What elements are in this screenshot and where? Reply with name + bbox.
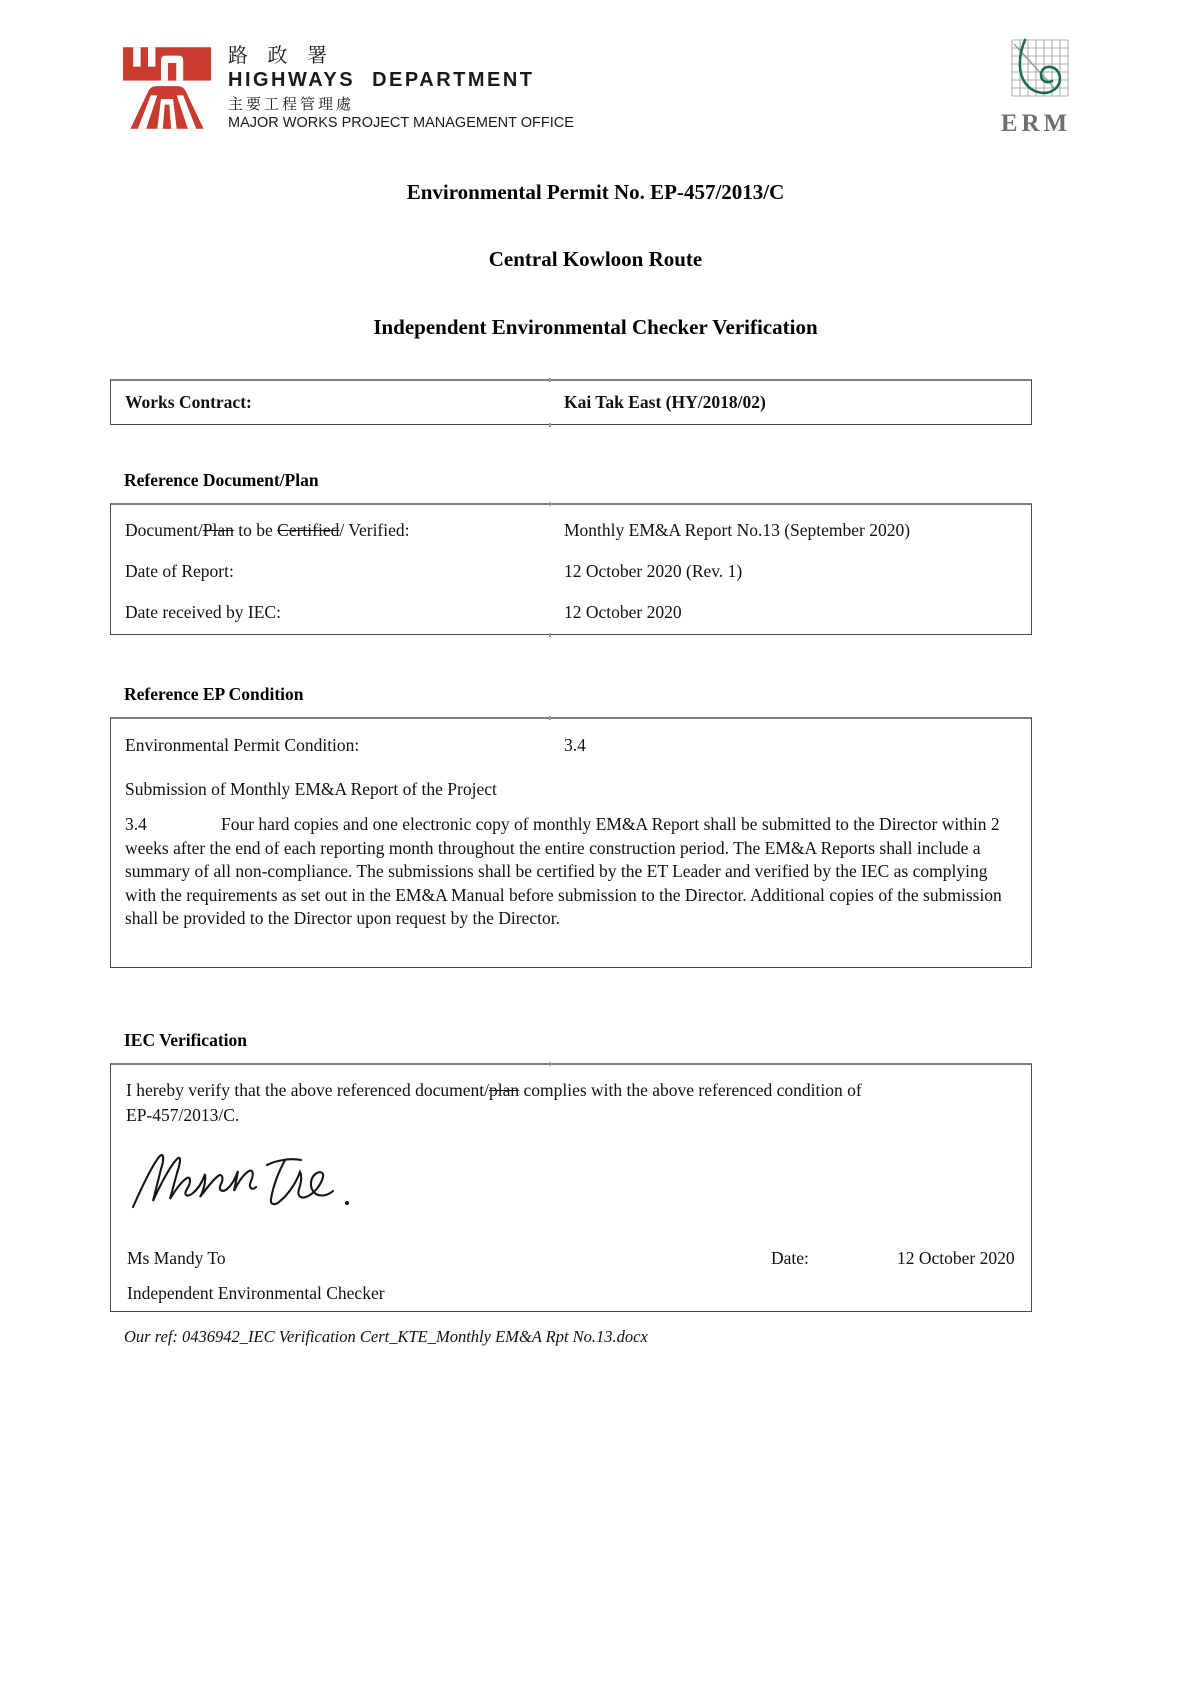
table-row (111, 592, 1031, 633)
clause-text: Four hard copies and one electronic copy of monthly EM&A Report shall be submitted to the Director within 2 weeks after the end of each reporting month throughout the entire construction period. The EM&A Reports shall include a summary of all non-compliance. The submissions shall be certified by the ET Leader and verified by the IEC as complying with the requirements as set out in the EM&A Manual before submission to the Director. Additional copies of the submission shall be provided to the Director upon request by the Director. (125, 814, 1002, 928)
ep-condition-label: Environmental Permit Condition: (125, 735, 360, 755)
document-title: Independent Environmental Checker Verification (373, 315, 818, 339)
table-row (111, 551, 1031, 592)
cell-divider-tick (549, 378, 551, 382)
reference-document-table (110, 503, 1032, 635)
table-row (111, 510, 1031, 551)
date-value: 12 October 2020 (897, 1248, 1015, 1268)
document-to-be-verified-label (111, 520, 551, 541)
reference-document-heading: Reference Document/Plan (124, 470, 319, 490)
clause-number: 3.4 (125, 814, 147, 834)
department-name-english: HIGHWAYS DEPARTMENT (228, 69, 535, 91)
highways-department-logo-icon (123, 45, 211, 131)
iec-verification-heading: IEC Verification (124, 1030, 247, 1050)
cell-divider-tick (549, 633, 551, 637)
ep-condition-clause (125, 813, 1013, 931)
statement-text: complies with the above referenced condition of (519, 1080, 862, 1100)
cell-divider-tick (549, 502, 551, 506)
reference-ep-heading: Reference EP Condition (124, 684, 304, 704)
date-received-value: 12 October 2020 (564, 602, 682, 622)
header-text-block (228, 46, 574, 131)
erm-wordmark: ERM (1000, 110, 1072, 137)
our-ref-line: Our ref: 0436942_IEC Verification Cert_KTE_Monthly EM&A Rpt No.13.docx (124, 1327, 648, 1346)
signer-name: Ms Mandy To (127, 1248, 226, 1268)
works-contract-table (110, 379, 1032, 425)
struck-word-plan: plan (488, 1080, 520, 1100)
erm-logo (996, 38, 1076, 138)
works-contract-value: Kai Tak East (HY/2018/02) (564, 392, 766, 412)
office-name-chinese: 主要工程管理處 (228, 96, 355, 113)
date-received-label: Date received by IEC: (125, 602, 281, 622)
office-name-english: MAJOR WORKS PROJECT MANAGEMENT OFFICE (228, 115, 574, 131)
works-contract-label: Works Contract: (125, 392, 252, 412)
permit-number-title: Environmental Permit No. EP-457/2013/C (406, 180, 785, 204)
cell-divider-tick (549, 1062, 551, 1066)
struck-word-certified: Certified (277, 520, 340, 540)
iec-verification-box (110, 1063, 1032, 1312)
erm-spiral-icon (998, 38, 1074, 104)
handwritten-signature-icon (125, 1145, 365, 1225)
project-title: Central Kowloon Route (488, 247, 703, 271)
cell-divider-tick (549, 716, 551, 720)
label-text: to be (233, 520, 278, 540)
signer-role: Independent Environmental Checker (127, 1283, 385, 1303)
date-of-report-value: 12 October 2020 (Rev. 1) (564, 561, 743, 581)
label-text: Document/ (125, 520, 203, 540)
ep-condition-box (110, 717, 1032, 968)
statement-text: I hereby verify that the above referenced document/ (126, 1080, 489, 1100)
ep-condition-value: 3.4 (564, 735, 586, 755)
document-to-be-verified-value: Monthly EM&A Report No.13 (September 2020) (564, 520, 911, 540)
ep-condition-row (111, 735, 1031, 756)
date-of-report-label: Date of Report: (125, 561, 234, 581)
verification-statement (126, 1078, 1014, 1128)
struck-word-plan: Plan (202, 520, 234, 540)
statement-permit-number: EP-457/2013/C. (126, 1105, 240, 1125)
ep-condition-subject: Submission of Monthly EM&A Report of the Project (125, 779, 497, 799)
label-text: / Verified: (339, 520, 410, 540)
department-name-chinese: 路 政 署 (228, 45, 335, 67)
date-label: Date: (771, 1248, 809, 1268)
cell-divider-tick (549, 423, 551, 427)
